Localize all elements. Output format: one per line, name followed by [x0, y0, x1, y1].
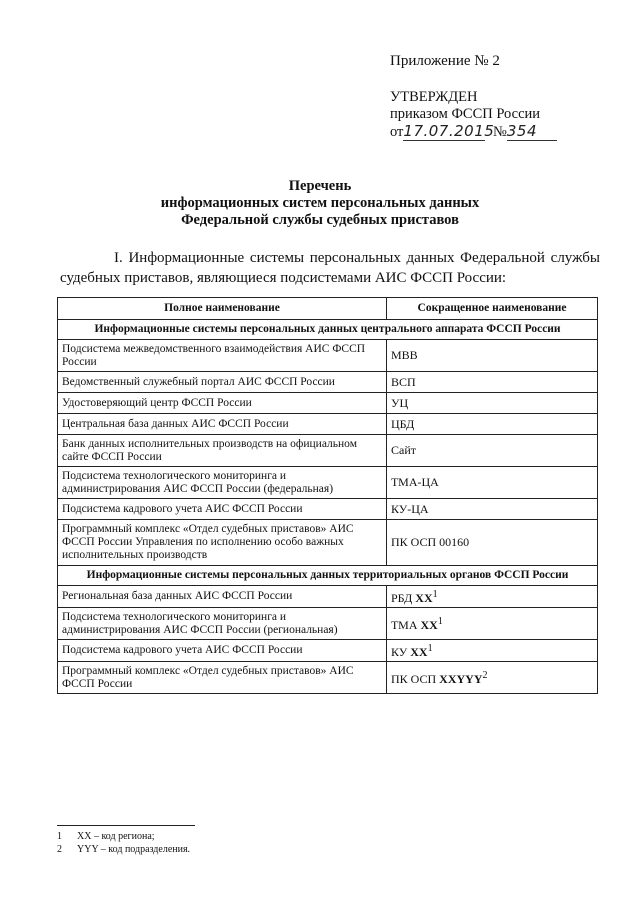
full-name-cell: Ведомственный служебный портал АИС ФССП России	[58, 372, 387, 393]
short-name-cell: ТМА-ЦА	[387, 467, 598, 499]
short-code: XXYYY	[439, 672, 483, 686]
full-name-cell: Региональная база данных АИС ФССП России	[58, 586, 387, 608]
short-name-cell: ВСП	[387, 372, 598, 393]
section-row	[58, 320, 598, 340]
short-name-cell: МВВ	[387, 340, 598, 372]
short-code: ХХ	[415, 591, 433, 605]
full-name-cell: Подсистема технологического мониторинга и администрирования АИС ФССП России (региональная)	[58, 608, 387, 640]
number-label: №	[493, 124, 507, 140]
header-short-name: Сокращенное наименование	[387, 298, 598, 320]
footnote-ref: 1	[427, 643, 433, 654]
section-territorial: Информационные системы персональных данных территориальных органов ФССП России	[58, 566, 598, 586]
short-code: ХХ	[410, 645, 428, 659]
footnote-number: 1	[57, 831, 62, 842]
section-row	[58, 566, 598, 586]
approval-block	[390, 89, 580, 141]
footnote-ref: 1	[432, 589, 438, 600]
full-name-cell: Банк данных исполнительных производств на официальном сайте ФССП России	[58, 435, 387, 467]
footnote-ref: 2	[482, 670, 488, 681]
title-line-2: информационных систем персональных данных	[160, 195, 480, 211]
table-row	[58, 467, 598, 499]
table-row	[58, 520, 598, 566]
appendix-label: Приложение № 2	[390, 53, 500, 69]
short-name-cell: ЦБД	[387, 414, 598, 435]
short-name-cell: УЦ	[387, 393, 598, 414]
full-name-cell: Подсистема технологического мониторинга и администрирования АИС ФССП России (федеральная)	[58, 467, 387, 499]
title-line-1: Перечень	[288, 178, 352, 194]
handwritten-date: 17.07.2015	[403, 122, 495, 140]
from-label: от	[390, 124, 404, 140]
intro-paragraph: I. Информационные системы персональных данных Федеральной службы судебных приставов, являющиеся подсистемами АИС ФССП России:	[60, 250, 600, 286]
footnotes	[57, 830, 190, 856]
table-row	[58, 340, 598, 372]
full-name-cell: Центральная база данных АИС ФССП России	[58, 414, 387, 435]
short-name-cell	[387, 586, 598, 608]
short-prefix: ТМА	[391, 618, 421, 632]
short-name-cell: Сайт	[387, 435, 598, 467]
full-name-cell: Подсистема кадрового учета АИС ФССП России	[58, 640, 387, 662]
table-row	[58, 608, 598, 640]
short-name-cell: КУ-ЦА	[387, 499, 598, 520]
title-line-3: Федеральной службы судебных приставов	[181, 212, 459, 228]
full-name-cell: Подсистема кадрового учета АИС ФССП России	[58, 499, 387, 520]
short-name-cell: ПК ОСП 00160	[387, 520, 598, 566]
full-name-cell: Удостоверяющий центр ФССП России	[58, 393, 387, 414]
short-code: ХХ	[420, 618, 438, 632]
table-row	[58, 372, 598, 393]
footnote-ref: 1	[437, 616, 443, 627]
footnote-number: 2	[57, 844, 62, 855]
section-central: Информационные системы персональных данных центрального аппарата ФССП России	[58, 320, 598, 340]
short-prefix: РБД	[391, 591, 416, 605]
table-header-row	[58, 298, 598, 320]
table-row	[58, 499, 598, 520]
table-row	[58, 414, 598, 435]
short-name-cell	[387, 662, 598, 694]
full-name-cell: Подсистема межведомственного взаимодействия АИС ФССП России	[58, 340, 387, 372]
short-prefix: ПК ОСП	[391, 672, 440, 686]
full-name-cell: Программный комплекс «Отдел судебных приставов» АИС ФССП России Управления по исполнению особо важных исполнительных производств	[58, 520, 387, 566]
footnote-2	[57, 843, 190, 856]
short-name-cell	[387, 608, 598, 640]
footnote-1	[57, 830, 190, 843]
table-row	[58, 435, 598, 467]
short-prefix: КУ	[391, 645, 411, 659]
document-title	[0, 178, 640, 229]
handwritten-number: 354	[507, 123, 557, 141]
order-label: приказом ФССП России	[390, 106, 541, 122]
full-name-cell: Программный комплекс «Отдел судебных приставов» АИС ФССП России	[58, 662, 387, 694]
approved-label: УТВЕРЖДЕН	[390, 89, 478, 105]
footnote-divider	[57, 825, 195, 826]
table-row	[58, 586, 598, 608]
order-date-line	[390, 123, 580, 141]
table-row	[58, 393, 598, 414]
table-row	[58, 640, 598, 662]
footnote-text: YYY – код подразделения.	[77, 844, 191, 855]
short-name-cell	[387, 640, 598, 662]
systems-table	[57, 297, 598, 694]
table-row	[58, 662, 598, 694]
header-full-name: Полное наименование	[58, 298, 387, 320]
footnote-text: ХХ – код региона;	[77, 831, 155, 842]
